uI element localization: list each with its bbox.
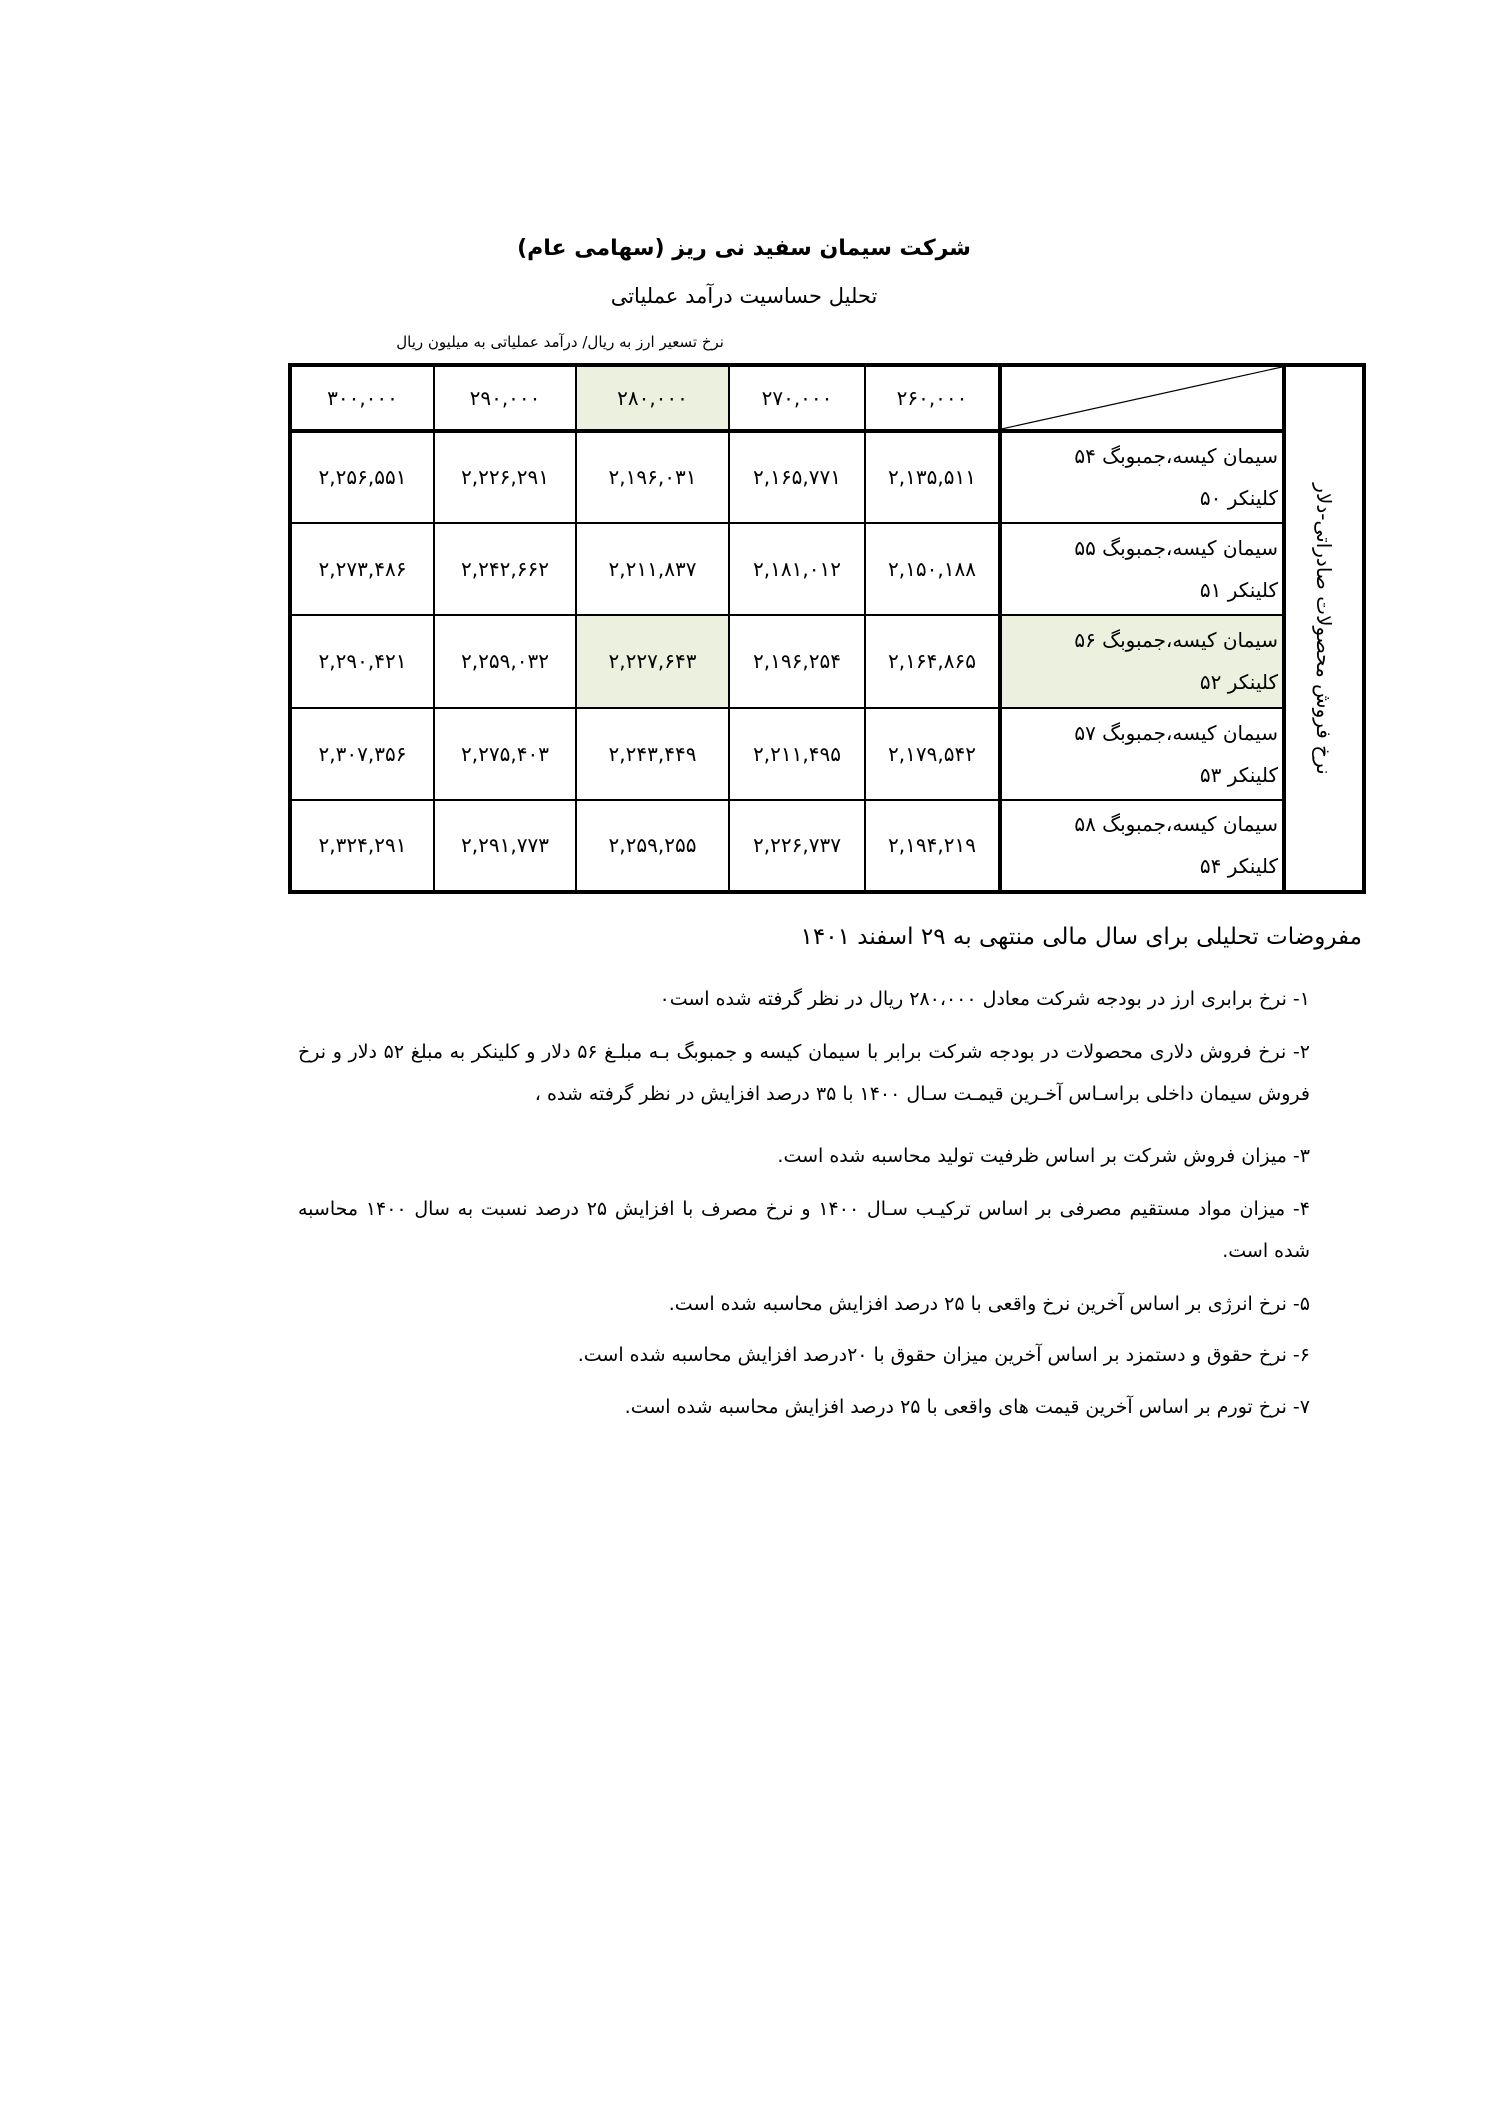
table-cell: ۲,۲۱۱,۴۹۵ bbox=[729, 708, 865, 800]
row-header bbox=[1000, 800, 1284, 892]
table-cell: ۲,۱۵۰,۱۸۸ bbox=[865, 523, 1000, 615]
row-header-line1: سیمان کیسه،جمبوبگ ۵۷ bbox=[1074, 720, 1278, 745]
table-cell: ۲,۲۲۶,۲۹۱ bbox=[434, 431, 576, 523]
table-cell: ۲,۲۷۳,۴۸۶ bbox=[290, 523, 434, 615]
row-header bbox=[1000, 523, 1284, 615]
vertical-axis-label bbox=[1284, 365, 1364, 892]
row-header bbox=[1000, 708, 1284, 800]
row-header bbox=[1000, 615, 1284, 707]
row-header-line1: سیمان کیسه،جمبوبگ ۵۶ bbox=[1074, 628, 1278, 653]
base-case-cell: ۲,۲۲۷,۶۴۳ bbox=[576, 615, 729, 707]
table-cell: ۲,۲۱۱,۸۳۷ bbox=[576, 523, 729, 615]
table-row bbox=[290, 800, 1364, 892]
table-row bbox=[290, 431, 1364, 523]
table-cell: ۲,۱۹۴,۲۱۹ bbox=[865, 800, 1000, 892]
unit-note: نرخ تسعیر ارز به ریال/ درآمد عملیاتی به میلیون ریال bbox=[396, 333, 724, 351]
table-cell: ۲,۲۹۰,۴۲۱ bbox=[290, 615, 434, 707]
row-header-line2: کلینکر ۵۲ bbox=[1199, 670, 1278, 695]
table-header-row bbox=[290, 365, 1364, 431]
table-cell: ۲,۲۵۹,۲۵۵ bbox=[576, 800, 729, 892]
column-header: ۲۷۰,۰۰۰ bbox=[729, 365, 865, 431]
table-cell: ۲,۱۸۱,۰۱۲ bbox=[729, 523, 865, 615]
table-cell: ۲,۲۷۵,۴۰۳ bbox=[434, 708, 576, 800]
table-cell: ۲,۳۰۷,۳۵۶ bbox=[290, 708, 434, 800]
row-header-line2: کلینکر ۵۳ bbox=[1199, 762, 1278, 787]
column-header: ۲۹۰,۰۰۰ bbox=[434, 365, 576, 431]
table-cell: ۲,۲۵۹,۰۳۲ bbox=[434, 615, 576, 707]
row-header-line2: کلینکر ۵۱ bbox=[1199, 578, 1278, 603]
assumption-item-3: ۳- میزان فروش شرکت بر اساس ظرفیت تولید محاسبه شده است. bbox=[777, 1145, 1310, 1167]
table-cell: ۲,۲۴۲,۶۶۲ bbox=[434, 523, 576, 615]
table-cell: ۲,۲۴۳,۴۴۹ bbox=[576, 708, 729, 800]
table-cell: ۲,۱۶۵,۷۷۱ bbox=[729, 431, 865, 523]
table-cell: ۲,۱۳۵,۵۱۱ bbox=[865, 431, 1000, 523]
assumption-item-2: ۲- نرخ فروش دلاری محصولات در بودجه شرکت برابر با سیمان کیسه و جمبوبگ بـه مبلـغ ۵۶ دلار و کلینکر به مبلغ ۵۲ دلار و نرخ فروش سیمان داخلی براسـاس آخـرین قیمـت سـال ۱۴۰۰ با ۳۵ درصد افزایش در نظر گرفته شده ، bbox=[298, 1041, 1311, 1105]
vertical-axis-label-text: نرخ فروش محصولات صادراتی-دلار bbox=[1312, 482, 1336, 775]
table-cell: ۲,۲۹۱,۷۷۳ bbox=[434, 800, 576, 892]
company-title: شرکت سیمان سفید نی ریز (سهامی عام) bbox=[517, 236, 971, 261]
sensitivity-table bbox=[288, 363, 1366, 894]
table-cell: ۲,۱۹۶,۲۵۴ bbox=[729, 615, 865, 707]
diagonal-corner-cell bbox=[1000, 365, 1284, 431]
table-row-highlighted bbox=[290, 615, 1364, 707]
table-cell: ۲,۲۲۶,۷۳۷ bbox=[729, 800, 865, 892]
row-header-line2: کلینکر ۵۴ bbox=[1199, 854, 1278, 879]
column-header: ۲۸۰,۰۰۰ bbox=[576, 365, 729, 431]
row-header bbox=[1000, 431, 1284, 523]
row-header-line1: سیمان کیسه،جمبوبگ ۵۸ bbox=[1074, 812, 1278, 837]
table-cell: ۲,۳۲۴,۲۹۱ bbox=[290, 800, 434, 892]
report-subtitle: تحلیل حساسیت درآمد عملیاتی bbox=[610, 284, 878, 308]
assumption-item-4: ۴- میزان مواد مستقیم مصرفی بر اساس ترکیـب سـال ۱۴۰۰ و نرخ مصرف با افزایش ۲۵ درصد نسبت به سال ۱۴۰۰ محاسبه شده است. bbox=[298, 1198, 1310, 1262]
row-header-line1: سیمان کیسه،جمبوبگ ۵۵ bbox=[1074, 536, 1278, 561]
assumption-item-5: ۵- نرخ انرژی بر اساس آخرین نرخ واقعی با ۲۵ درصد افزایش محاسبه شده است. bbox=[668, 1293, 1310, 1315]
table-cell: ۲,۱۷۹,۵۴۲ bbox=[865, 708, 1000, 800]
table-cell: ۲,۲۵۶,۵۵۱ bbox=[290, 431, 434, 523]
column-header: ۳۰۰,۰۰۰ bbox=[290, 365, 434, 431]
diagonal-line bbox=[1002, 367, 1282, 429]
assumption-item-6: ۶- نرخ حقوق و دستمزد بر اساس آخرین میزان حقوق با ۲۰درصد افزایش محاسبه شده است. bbox=[577, 1344, 1310, 1366]
assumption-item-1: ۱- نرخ برابری ارز در بودجه شرکت معادل ۲۸۰،۰۰۰ ریال در نظر گرفته شده است۰ bbox=[659, 988, 1310, 1010]
table-cell: ۲,۱۹۶,۰۳۱ bbox=[576, 431, 729, 523]
table-cell: ۲,۱۶۴,۸۶۵ bbox=[865, 615, 1000, 707]
table-row bbox=[290, 708, 1364, 800]
column-header: ۲۶۰,۰۰۰ bbox=[865, 365, 1000, 431]
row-header-line1: سیمان کیسه،جمبوبگ ۵۴ bbox=[1074, 444, 1278, 469]
row-header-line2: کلینکر ۵۰ bbox=[1199, 486, 1278, 511]
assumptions-title: مفروضات تحلیلی برای سال مالی منتهی به ۲۹ اسفند ۱۴۰۱ bbox=[800, 924, 1362, 950]
table-row bbox=[290, 523, 1364, 615]
assumption-item-7: ۷- نرخ تورم بر اساس آخرین قیمت های واقعی با ۲۵ درصد افزایش محاسبه شده است. bbox=[624, 1396, 1310, 1418]
